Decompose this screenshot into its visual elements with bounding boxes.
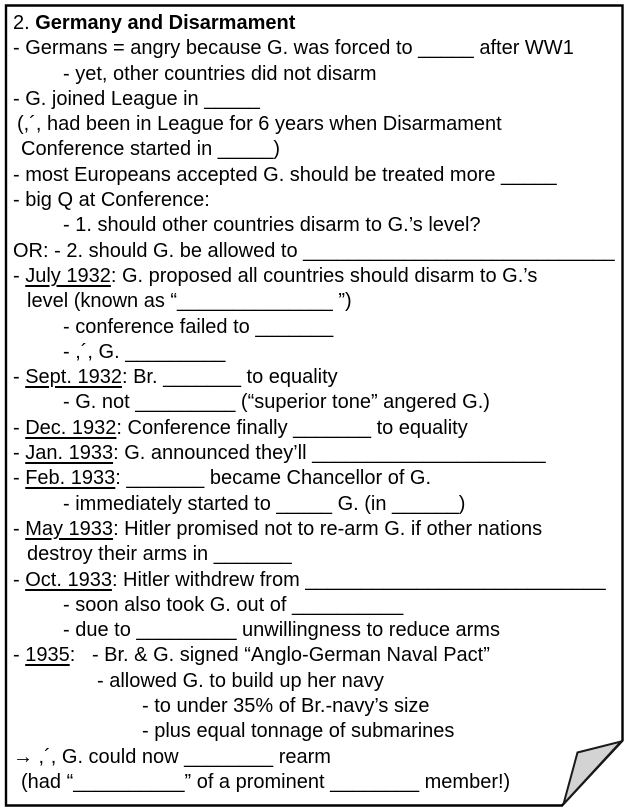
text-segment: : G. proposed all countries should disarm to G.’s bbox=[110, 264, 538, 287]
text-segment: - bbox=[13, 517, 26, 540]
note-line bbox=[13, 264, 620, 289]
note-line bbox=[13, 87, 620, 112]
text-segment: 2. bbox=[13, 12, 36, 34]
text-segment: : Hitler withdrew from ___________________________ bbox=[111, 568, 606, 591]
text-segment: - ,´, G. _________ bbox=[63, 340, 226, 363]
note-line bbox=[13, 340, 620, 365]
note-line bbox=[13, 188, 620, 213]
note-line bbox=[13, 618, 620, 643]
text-segment: (,´, had been in League for 6 years when Disarmament bbox=[17, 113, 502, 136]
text-segment: : _______ became Chancellor of G. bbox=[115, 467, 432, 490]
text-segment: - soon also took G. out of __________ bbox=[63, 593, 404, 616]
date-label: Sept. 1932 bbox=[25, 366, 122, 389]
text-segment: → ,´, G. could now ________ rearm bbox=[13, 745, 331, 768]
text-segment: - Germans = angry because G. was forced to _____ after WW1 bbox=[13, 37, 574, 60]
text-segment: level (known as “______________ ”) bbox=[27, 290, 352, 313]
text-segment: - allowed G. to build up her navy bbox=[97, 669, 384, 692]
text-segment: - due to _________ unwillingness to reduce arms bbox=[63, 619, 500, 642]
note-line bbox=[13, 669, 620, 694]
text-segment: - to under 35% of Br.-navy’s size bbox=[142, 695, 430, 718]
text-segment: : Conference finally _______ to equality bbox=[116, 416, 468, 439]
date-label: 1935 bbox=[25, 644, 70, 667]
text-segment: - bbox=[13, 644, 26, 667]
note-line bbox=[13, 365, 620, 390]
text-segment: - bbox=[13, 366, 26, 389]
text-segment: Conference started in _____) bbox=[21, 138, 281, 161]
note-line bbox=[13, 719, 620, 744]
text-segment: - bbox=[13, 264, 26, 287]
note-line bbox=[13, 694, 620, 719]
note-line bbox=[13, 289, 620, 314]
note-line bbox=[13, 441, 620, 466]
date-label: May 1933 bbox=[25, 517, 114, 540]
note-line bbox=[13, 770, 620, 795]
date-label: Oct. 1933 bbox=[25, 568, 112, 591]
text-segment: : Hitler promised not to re-arm G. if other nations bbox=[113, 517, 543, 540]
note-line bbox=[13, 466, 620, 491]
note-line bbox=[13, 163, 620, 188]
text-segment: - bbox=[13, 416, 26, 439]
date-label: July 1932 bbox=[25, 264, 111, 287]
date-label: Jan. 1933 bbox=[25, 442, 114, 465]
note-line bbox=[13, 745, 620, 770]
text-segment: - G. not _________ (“superior tone” angered G.) bbox=[63, 391, 490, 414]
text-segment: - big Q at Conference: bbox=[13, 189, 210, 212]
note-line bbox=[13, 416, 620, 441]
note-line bbox=[13, 593, 620, 618]
date-label: Feb. 1933 bbox=[25, 467, 116, 490]
note-line bbox=[13, 62, 620, 87]
note-line bbox=[13, 36, 620, 61]
note-line bbox=[13, 542, 620, 567]
note-line bbox=[13, 568, 620, 593]
date-label: Dec. 1932 bbox=[25, 416, 117, 439]
text-segment: - plus equal tonnage of submarines bbox=[142, 720, 455, 743]
text-segment: - conference failed to _______ bbox=[63, 315, 334, 338]
page-title bbox=[13, 11, 620, 36]
note-line bbox=[13, 517, 620, 542]
text-segment: : Br. _______ to equality bbox=[121, 366, 338, 389]
note-line bbox=[13, 239, 620, 264]
text-segment: - bbox=[13, 442, 26, 465]
note-line bbox=[13, 213, 620, 238]
note-line bbox=[13, 492, 620, 517]
text-segment: : G. announced they’ll _____________________ bbox=[113, 442, 546, 465]
note-line bbox=[13, 137, 620, 162]
text-segment: - 1. should other countries disarm to G.’s level? bbox=[63, 214, 481, 237]
text-segment: - immediately started to _____ G. (in ______) bbox=[63, 492, 466, 515]
note-line bbox=[13, 390, 620, 415]
text-segment: : - Br. & G. signed “Anglo-German Naval Pact” bbox=[69, 644, 490, 667]
note-line bbox=[13, 315, 620, 340]
text-segment: - most Europeans accepted G. should be treated more _____ bbox=[13, 163, 557, 186]
text-segment: (had “__________” of a prominent ________ member!) bbox=[21, 770, 511, 793]
text-segment: - yet, other countries did not disarm bbox=[63, 62, 377, 85]
text-segment: - bbox=[13, 568, 26, 591]
text-segment: - bbox=[13, 467, 26, 490]
text-segment: - G. joined League in _____ bbox=[13, 87, 260, 110]
text-segment: destroy their arms in _______ bbox=[27, 543, 292, 566]
note-line bbox=[13, 643, 620, 668]
note-lines bbox=[13, 11, 620, 795]
text-segment: OR: - 2. should G. be allowed to ____________________________ bbox=[13, 239, 615, 262]
note-line bbox=[13, 112, 620, 137]
text-segment: Germany and Disarmament bbox=[35, 12, 296, 34]
